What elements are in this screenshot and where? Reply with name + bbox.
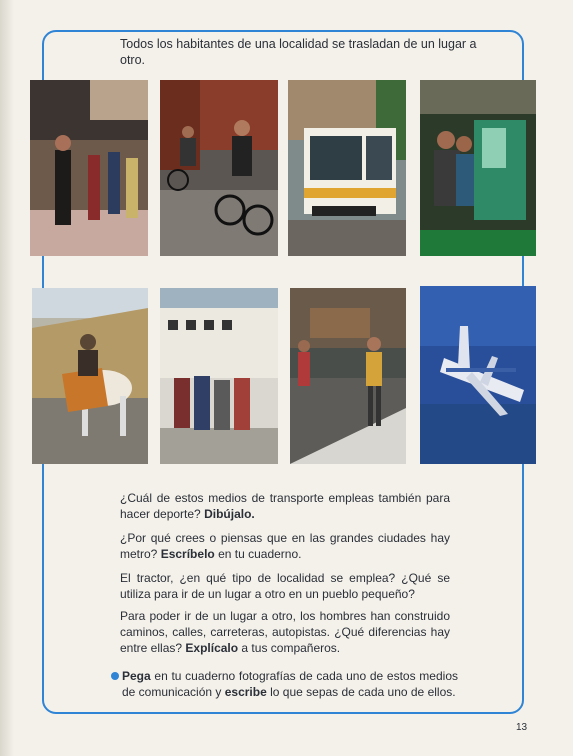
task-verb-write: escribe xyxy=(224,685,267,699)
question-sports-instruction: Dibújalo. xyxy=(204,507,255,521)
airplane-photo xyxy=(420,286,536,464)
question-sports-transport xyxy=(120,490,450,522)
question-roads-instruction: Explícalo xyxy=(185,641,239,655)
pedestrians-street-photo xyxy=(30,80,148,256)
question-roads-text-end: a tus compañeros. xyxy=(241,641,341,655)
question-sports-text: ¿Cuál de estos medios de transporte empleas también para hacer deporte? xyxy=(120,491,450,521)
roller-skater-photo xyxy=(290,288,406,464)
metro-train-photo xyxy=(420,80,536,256)
task-text-2: lo que sepas de cada uno de ellos. xyxy=(270,685,456,699)
question-metro-text-end: en tu cuaderno. xyxy=(218,547,302,561)
page-gutter-shadow xyxy=(0,0,14,756)
intro-text: Todos los habitantes de una localidad se trasladan de un lugar a otro. xyxy=(116,36,484,68)
cyclists-photo xyxy=(160,80,278,256)
blue-bullet-icon xyxy=(111,672,119,680)
question-metro-text: ¿Por qué crees o piensas que en las grandes ciudades hay metro? xyxy=(120,531,450,561)
question-metro xyxy=(120,530,450,562)
donkey-rider-photo xyxy=(32,288,148,464)
question-tractor xyxy=(120,570,450,602)
task-paste-photos xyxy=(122,668,458,700)
ship-passengers-photo xyxy=(160,288,278,464)
question-tractor-text: El tractor, ¿en qué tipo de localidad se emplea? ¿Qué se utiliza para ir de un lugar a otro en un pueblo pequeño? xyxy=(120,571,450,601)
task-verb-paste: Pega xyxy=(122,669,151,683)
task-text-1: en tu cuaderno fotografías de cada uno de estos medios de comunicación y xyxy=(122,669,458,699)
bus-photo xyxy=(288,80,406,256)
page-number: 13 xyxy=(516,722,528,733)
question-roads xyxy=(120,608,450,656)
question-roads-text: Para poder ir de un lugar a otro, los hombres han construido caminos, calles, carreteras, autopistas. ¿Qué diferencias hay entre ellas? xyxy=(120,609,450,655)
question-metro-instruction: Escríbelo xyxy=(160,547,215,561)
